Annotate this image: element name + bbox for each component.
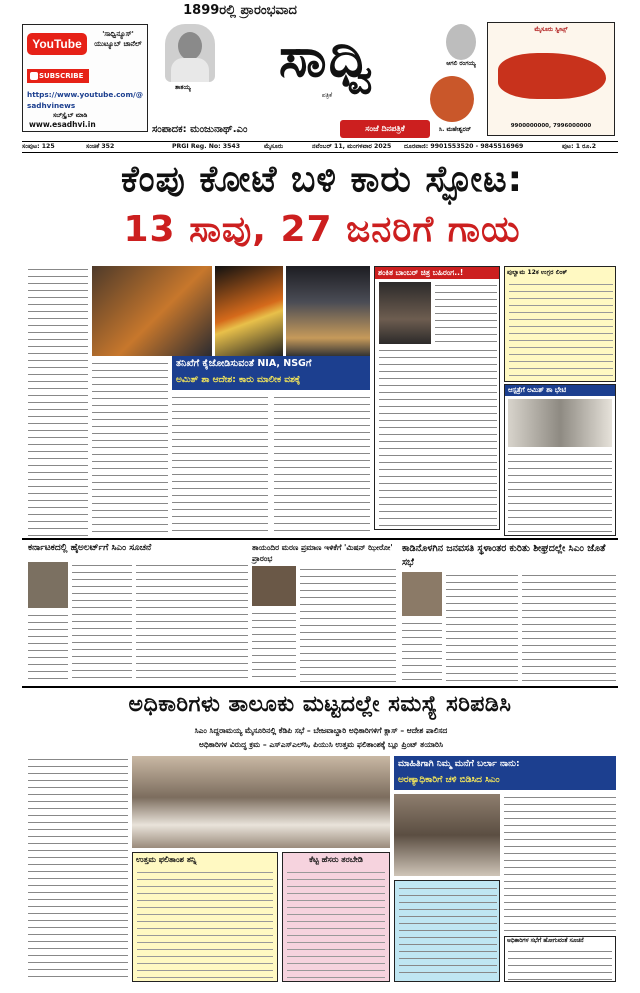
channel-url[interactable]: https://www.youtube.com/@sadhvinews [27, 90, 144, 110]
forest-col-1 [446, 572, 518, 682]
blast-photo-2 [215, 266, 283, 356]
hospital-photo [508, 399, 612, 447]
editor-line: ಸಂಪಾದಕ: ಮಂಜುನಾಥ್.ಎಂ [152, 124, 248, 135]
karnataka-heading: ಕರ್ನಾಟಕದಲ್ಲಿ ಹೈಅಲರ್ಟ್‍ಗೆ ಸಿಎಂ ಸೂಚನೆ [28, 543, 152, 553]
mission-col-1 [300, 566, 396, 682]
photo-caption-bar: ತನಿಖೆಗೆ ಕೈಜೋಡಿಸುವಂತೆ NIA, NSGಗೆ ಅಮಿತ್ ಶಾ ಆದೇಶ: ಕಾರು ಮಾಲೀಕ ವಶಕ್ಕೆ [172, 356, 370, 390]
founded-line: 1899ರಲ್ಲಿ ಪ್ರಾರಂಭವಾದ [183, 3, 297, 18]
intel-box: ಪುಲ್ವಾಮ 12ಕ ಉಗ್ರರ ಲಿಂಕ್ [504, 266, 616, 382]
forest-officer-col-1 [504, 794, 616, 934]
second-lead-headline: ಅಧಿಕಾರಿಗಳು ತಾಲೂಕು ಮಟ್ಟದಲ್ಲೇ ಸಮಸ್ಯೆ ಸರಿಪಡಿಸಿ [128, 692, 512, 717]
kdp-meeting-photo [132, 756, 390, 848]
mission-col-2 [252, 610, 296, 682]
karnataka-col-1 [72, 562, 132, 682]
karnataka-col-3 [136, 562, 248, 682]
lead-col-1 [28, 266, 88, 536]
masthead [0, 0, 640, 140]
lead-col-4 [274, 394, 370, 536]
suspect-photo [379, 282, 431, 344]
cm-photo [28, 562, 68, 608]
subscribe-button[interactable] [27, 69, 89, 83]
subscribe-label: SUBSCRIBE [39, 72, 84, 80]
lead-col-3 [172, 394, 268, 536]
karnataka-col-2 [28, 612, 68, 682]
forest-col-3 [402, 620, 442, 682]
result-box: ಉತ್ತಮ ಫಲಿತಾಂಶ ತನ್ನಿ [132, 852, 278, 982]
name-box: ಕೆಟ್ಟ ಹೆಸರು ತರಬೇಡಿ [282, 852, 390, 982]
second-person-label: ಸಿ. ಮಹೇಶ್ವರನ್ [438, 126, 472, 133]
portrait-maheshwaran [430, 76, 474, 122]
second-col-1 [28, 756, 128, 982]
second-lead-sub1: ಸಿಎಂ ಸಿದ್ದರಾಮಯ್ಯ ಮೈಸೂರಿನಲ್ಲಿ ಕೆಡಿಪಿ ಸಭೆ – ಬೇಜವಾಬ್ದಾರಿ ಅಧಿಕಾರಿಗಳಿಗೆ ಕ್ಲಾಸ್ – ಆದೇಶ ಪಾಲಿಸದ [194, 726, 448, 735]
late-person-label: ಆಗಲಿ ರಂಗಯ್ಯ [446, 60, 476, 67]
minister-photo [252, 566, 296, 606]
founder-label: ತಾತಯ್ಯ [175, 84, 191, 91]
suspect-box: ಶಂಕಿತ ಬಾಂಬರ್ ಚಿತ್ರ ಬಹಿರಂಗ..! [374, 266, 500, 530]
forest-heading: ಕಾಡಿನೊಳಗಿನ ಜನವಸತಿ ಸ್ಥಳಾಂತರ ಕುರಿತು ಶೀಘ್ರದಲ್ಲೇ ಸಿಎಂ ಜೊತೆ ಸಭೆ [402, 543, 606, 568]
blast-photo-3 [286, 266, 370, 356]
forest-officer-photo [394, 794, 500, 876]
cyan-note-box [394, 880, 500, 982]
youtube-promo [22, 24, 148, 132]
lead-headline-line2: 13 ಸಾವು, 27 ಜನರಿಗೆ ಗಾಯ [123, 209, 521, 250]
website[interactable]: www.esadhvi.in [29, 120, 96, 129]
hospital-box: ಆಸ್ಪತ್ರೆಗೆ ಅಮಿತ್ ಶಾ ಭೇಟಿ [504, 384, 616, 536]
lead-col-2 [92, 360, 168, 536]
sweets-ad[interactable]: ಮೈಸೂರು ಸ್ವೀಟ್ಸ್ 9900000000, 7996000000 [487, 22, 615, 136]
play-icon [30, 72, 38, 80]
subscribe-note: ಸಬ್‍ಸ್ಕ್ರೈಬ್ ಮಾಡಿ [53, 112, 88, 119]
lead-headline-line1: ಕೆಂಪು ಕೋಟೆ ಬಳಿ ಕಾರು ಸ್ಫೋಟ: [121, 159, 523, 200]
channel-promo: 'ಸಾಧ್ವಿನ್ಯೂಸ್' ಯುಟ್ಯೂಬ್ ಚಾನೆಲ್ [94, 30, 142, 48]
second-lead-sub2: ಅಧಿಕಾರಿಗಳ ವಿರುದ್ಧ ಕ್ರಮ – ಎಸ್‍ಎಸ್‍ಎಲ್‍ಸಿ, ಪಿಯುಸಿ ಉತ್ತಮ ಫಲಿತಾಂಶಕ್ಕೆ ಬ್ಲೂ ಪ್ರಿಂಟ್ ತಯಾರಿಸಿ [198, 740, 444, 749]
forest-col-2 [522, 572, 616, 682]
evening-daily-badge: ಸಂಜೆ ದಿನಪತ್ರಿಕೆ [340, 120, 430, 138]
portrait-rangaiah [446, 24, 476, 60]
forest-minister-photo [402, 572, 442, 616]
youtube-logo[interactable]: YouTube [27, 33, 87, 55]
info-bar: ಸಂಪುಟ: 125 ಸಂಚಿಕೆ 352 PRGI Reg. No: 3543 ಮೈಸೂರು ನವೆಂಬರ್ 11, ಮಂಗಳವಾರ 2025 ದೂರವಾಣಿ: 9901553520 - 9845516969 ಪುಟ: 1 ರೂ.2 [22, 141, 618, 153]
mission-zero-heading: ತಾಯಂದಿರ ಮರಣ ಪ್ರಮಾಣ ಇಳಿಕೆಗೆ 'ಮಿಷನ್ ಝೀರೋ' ಪ್ರಾರಂಭ [252, 543, 393, 563]
founder-photo [165, 24, 215, 82]
forest-officer-box: ಮಾಹಿತಿಗಾಗಿ ನಿಮ್ಮ ಮನೆಗೆ ಬರ್ಲಾ ನಾನು: ಅರಣ್ಯಾಧಿಕಾರಿಗೆ ಚಳಿ ಬಿಡಿಸಿದ ಸಿಎಂ [394, 756, 616, 790]
paper-name-logo: ಸಾಧ್ವಿ ಪತ್ರಿಕೆ [278, 25, 376, 99]
blast-photo-1 [92, 266, 212, 356]
bottom-note-box: ಅಧಿಕಾರಿಗಳ ಸಭೆಗೆ ಹೋಗುವಂತೆ ಸೂಚನೆ [504, 936, 616, 982]
